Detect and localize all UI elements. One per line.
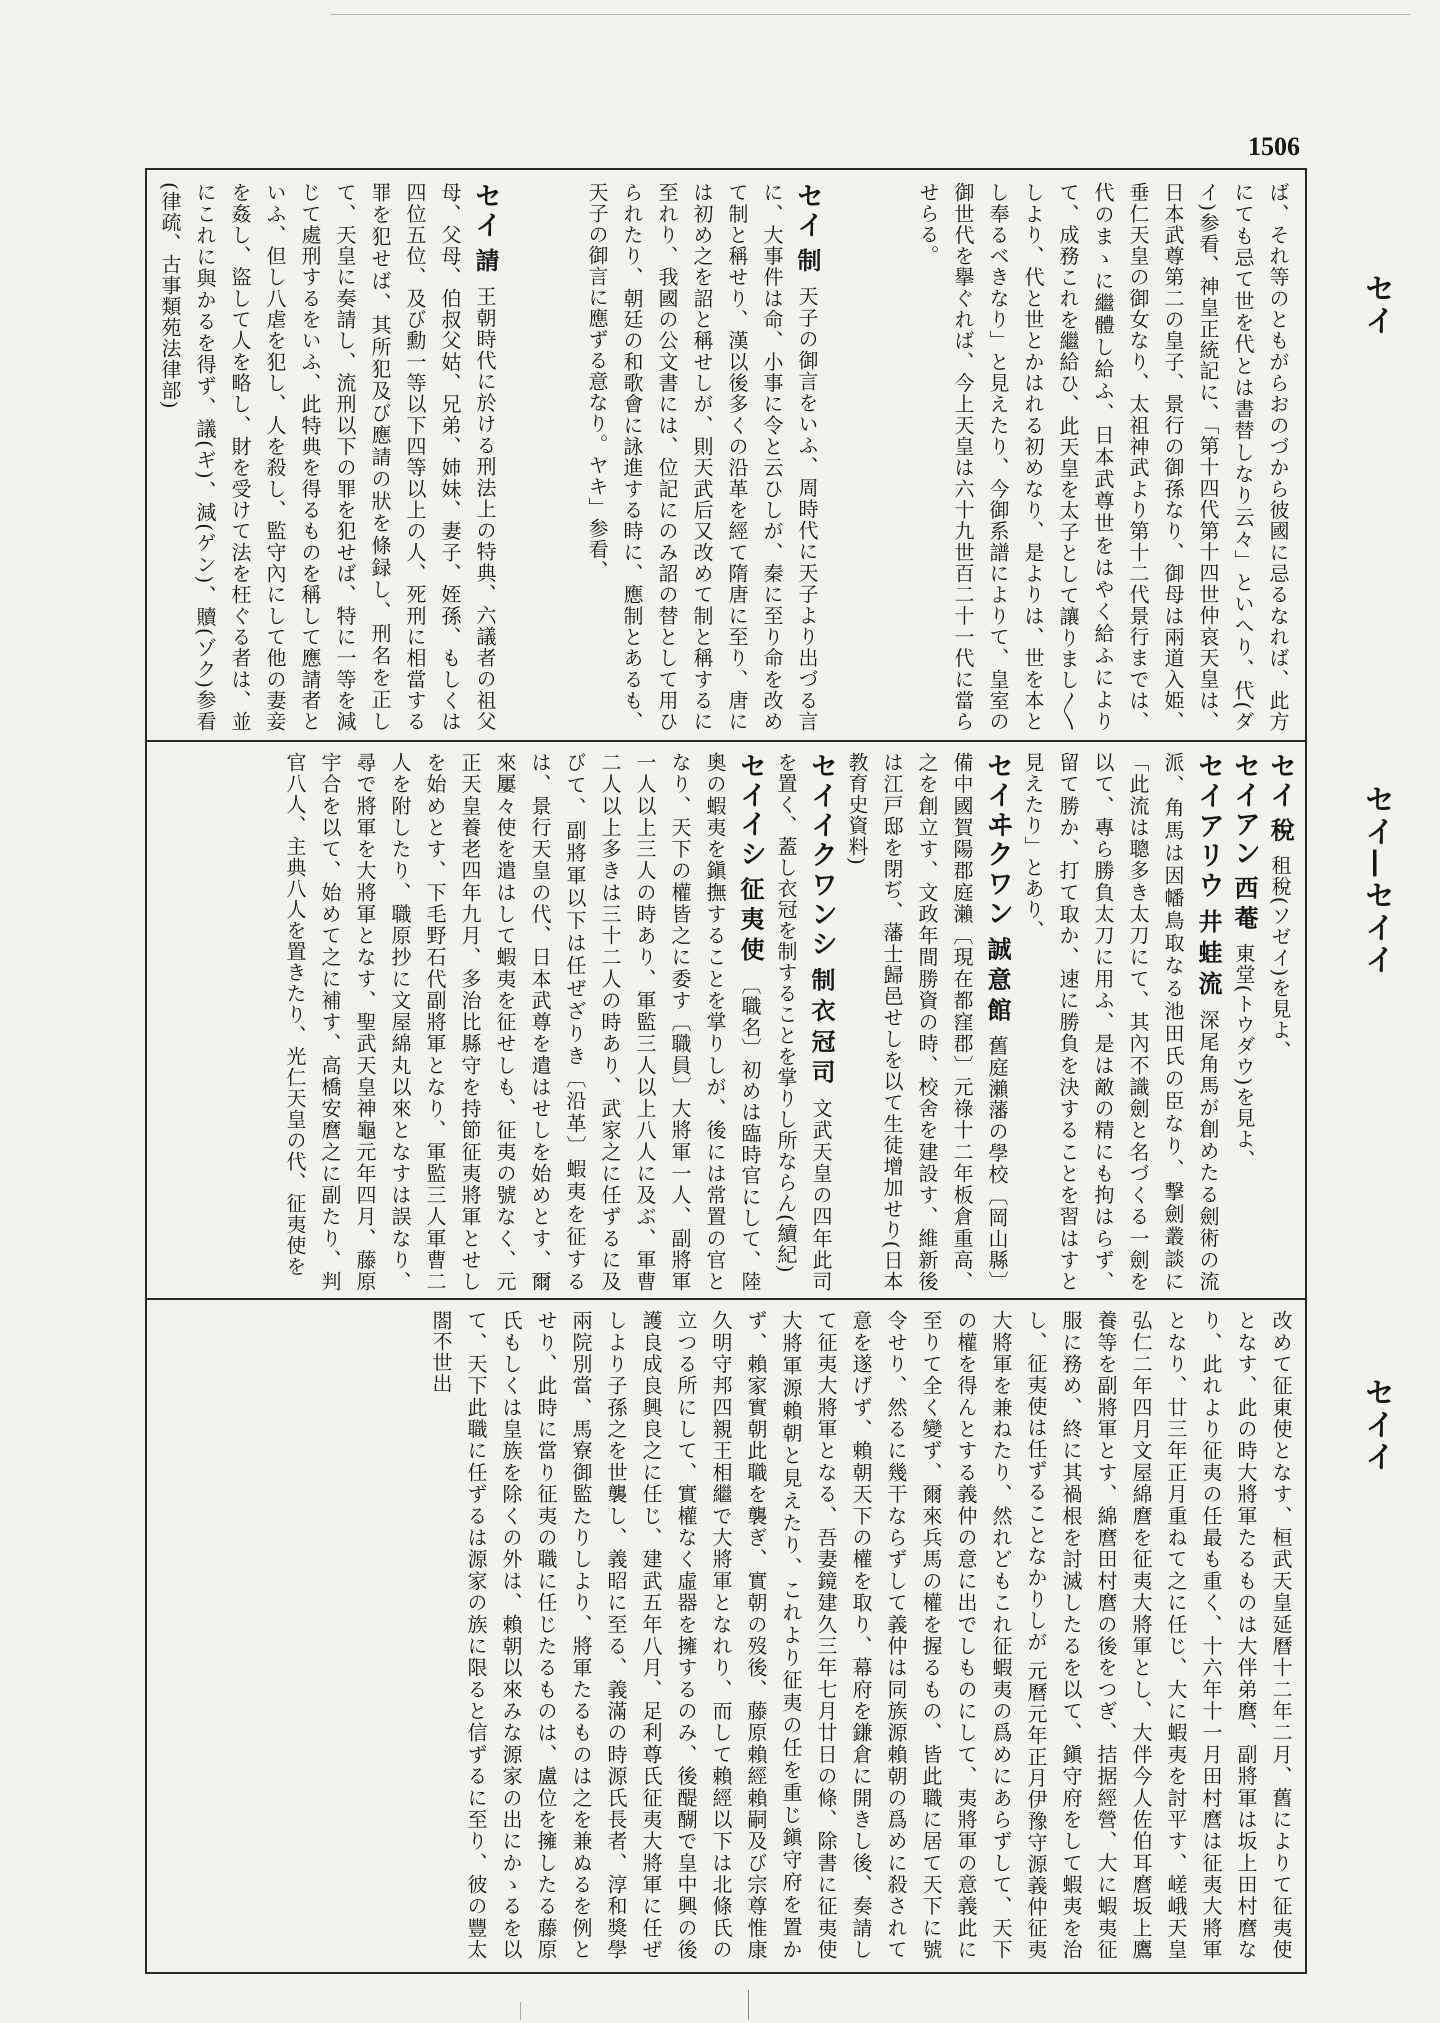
- middle-section-entries: [158, 752, 1298, 1292]
- footer-mark-center: [748, 1990, 749, 2020]
- entry-body: 王朝時代に於ける刑法上の特典、六議者の祖父母、父母、伯叔父姑、兄弟、姉妹、妻子、姪孫、もしくは四位五位、及び勳一等以下四等以上の人、死刑に相當する罪を犯せば、其所犯及び應請の狀を條録し、刑名を正して、天皇に奏請し、流刑以下の罪を犯せば、特に一等を減じて處刑するをいふ、此特典を得るものを稱して應請者といふ、但し八虐を犯し、人を殺し、監守內にして他の妻妾を姦し、盜して人を略し、財を受けて法を枉ぐる者は、並にこれに與かるを得ず、議(ギ)、減(ゲン)、贖(ゾク)参看(律疏、古事類苑法律部): [158, 182, 497, 732]
- entry-headword-kanji: 請: [471, 248, 500, 279]
- entry-headword-kana: セイ: [792, 182, 823, 241]
- entry-body: 天子の御言をいふ、周時代に天子より出づる言に、大事件は命、小事に令と云ひしが、秦に至り命を改めて制と稱せり、漢以後多くの沿革を經て隋唐に至り、唐には初め之を詔と稱せしが、則天武后又改めて制と稱するに至れり、我國の公文書には、位記にのみ詔の替として用ひられたり、朝廷の和歌會に詠進する時に、應制とあるも、天子の御言に應ずる意なり。ヤキ」参看、: [585, 182, 819, 732]
- entry-body: 東堂(トウダウ)を見よ、: [1232, 942, 1256, 1171]
- entry-seiishi-continuation: 改めて征東使となす、桓武天皇延曆十二年二月、舊によりて征夷使となす、此の時大將軍たるものは大伴弟麿、副將軍は坂上田村麿なり、此れより征夷の任最も重く、十六年十一月田村麿は征夷大將軍となり、廿三年正月重ねて之に任じ、大に蝦夷を討平す、嵯峨天皇弘仁二年四月文屋綿麿を征夷大將軍とし、大伴今人佐伯耳麿坂上鷹養等を副將軍とす、綿麿田村麿の後をつぎ、拮据經營、大に蝦夷征服に務め、終に其禍根を討滅したるを以て、鎭守府をして蝦夷を治し、征夷使は任ずることなかりしが 元曆元年正月伊豫守源義仲征夷大將軍を兼ねたり、然れどもこれ征蝦夷の爲めにあらずして、天下の權を得んとする義仲の意に出でしものにして、夷將軍の意義此に至りて全く變ず、爾來兵馬の權を握るもの、皆此職に居て天下に號令せり、然るに幾干ならずして義仲は同族源賴朝の爲めに殺されて意を遂げず、賴朝天下の權を取り、幕府を鎌倉に開きし後、奏請して征夷大將軍となる、吾妻鏡建久三年七月廿日の條、除書に征夷使大將軍源賴朝と見えたり、これより征夷の任を重じ鎭守府を置かず、賴家實朝此職を襲ぎ、實朝の歿後、藤原賴經賴嗣及び宗尊惟康久明守邦四親王相繼で大將軍となれり、而して賴經以下は北條氏の立つる所にして、實權なく虛器を擁するのみ、後醍醐で皇中興の後護良成良興良之に任じ、建武五年八月、足利尊氏征夷大將軍に任ぜしより子孫之を世襲し、義昭に至る、義滿の時源氏長者、淳和獎學兩院別當、馬寮御監たりしより、將軍たるものは之を兼ぬるを例とせり、此時に當り征夷の職に任じたるものは、盧位を擁したる藤原氏もしくは皇族を除くの外は、賴朝以來みな源家の出にかゝるを以て、天下此職に任ずるは源家の族に限ると信ずるに至り、彼の豐太閤不世出: [429, 1310, 1293, 1960]
- running-head-bottom: セイイ: [1359, 1377, 1394, 1473]
- entry-headword-kanji: 制衣冠司: [807, 967, 836, 1090]
- entry-seiikwanshi: [768, 752, 839, 1292]
- entry-headword-kanji: 誠意館: [983, 936, 1012, 1028]
- entry-body: 文武天皇の四年此司を置く、蓋し衣冠を制することを掌りし所ならん(續紀): [774, 752, 833, 1292]
- section-divider-lower: [145, 1298, 1307, 1300]
- entry-seian: [1226, 752, 1262, 1292]
- entry-seiariu: [1015, 752, 1226, 1292]
- entry-body: 〔職名〕初めは臨時官にして、陸奧の蝦夷を鎭撫することを掌りしが、後には常置の官となり、天下の權皆之に委す〔職員〕大將軍一人、副將軍一人以上三人の時あり、軍監三人以上八人に及ぶ、軍曹二人以上多きは三十二人の時あり、武家之に任ずるに及びて、副將軍以下は任ぜざりき〔沿革〕蝦夷を征するは、景行天皇の代、日本武尊を遣はせしを始めとす、爾來屢々使を遣はして蝦夷を征せしも、征夷の號なく、元正天皇養老四年九月、多治比縣守を持節征夷將軍とせしを始めとす、下毛野石代副將軍となり、軍監三人軍曹二人を附したり、職原抄に文屋綿丸以來となすは誤なり、尋で將軍を大將軍となす、聖武天皇神龜元年四月、藤原宇合を以て、始めて之に補す、高橋安麿之に副たり、判官八人、主典八人を置きたり、光仁天皇の代、征夷使を: [283, 752, 762, 1292]
- entry-headword-kana: セイアン: [1229, 752, 1260, 868]
- entry-headword-kana: セイ: [1265, 752, 1296, 810]
- running-head-top: セイ: [1359, 273, 1394, 337]
- entry-headword-kana: セイアリウ: [1193, 752, 1224, 901]
- entry-seiishi: [277, 752, 768, 1292]
- entry-headword-kana: セイイクワンシ: [806, 752, 837, 960]
- lower-section-text: [158, 1310, 1298, 1960]
- entry-body: 深尾角馬が創めたる劍術の流派、角馬は因幡鳥取なる池田氏の臣なり、撃劍叢談に「此流は聰多き太刀にて、其內不識劍と名づくる一劍を以て、專ら勝負太刀に用ふ、是は敵の精にも拘はらず、留て勝か、打て取か、速に勝負を決することを習はすと見えたり」とあり、: [1021, 752, 1220, 1292]
- entry-continuation-text: [830, 182, 1295, 732]
- entry-headword-kanji: 井蛙流: [1194, 909, 1223, 1002]
- entry-sei-shin: [158, 182, 503, 732]
- entry-headword-kana: セイヰクワン: [982, 752, 1013, 929]
- entry-headword-kana: セイイシ: [735, 752, 766, 869]
- entry-continuation-body: ば、それ等のともがらおのづから彼國に忌るなれば、此方にても忌て世を代とは書替しなり云々」といへり、代(ダイ)参看、神皇正統記に、「第十四代第十四世仲哀天皇は、日本武尊第二の皇子、景行の御孫なり、御母は兩道入姫、垂仁天皇の御女なり、太祖神武より第十二代景行までは、代のまゝに繼體し給ふ、日本武尊世をはやく給ふによりて、成務これを繼給ひ、此天皇を太子として讓りまし〳〵しより、代と世とかはれる初めなり、是よりは、世を本とし奉るべきなり」と見えたり、今御系譜によりて、皇室の御世代を擧ぐれば、今上天皇は六十九世百二十一代に當らせらる。: [916, 182, 1290, 732]
- section-divider-upper: [145, 740, 1307, 742]
- entry-headword-kana: セイ: [470, 182, 501, 241]
- top-edge-rule: [330, 14, 1410, 15]
- entry-body: 租稅(ソゼイ)を見よ、: [1268, 854, 1292, 1062]
- page-number: 1506: [1248, 132, 1300, 161]
- entry-sei-zei: [1262, 752, 1298, 1292]
- running-head-middle: セイ—セイイ: [1359, 784, 1394, 976]
- entry-headword-kanji: 征夷使: [736, 876, 765, 967]
- entry-headword-kanji: 西菴: [1230, 875, 1259, 936]
- entry-sei-sei: [505, 182, 825, 732]
- entry-body: 舊庭瀨藩の學校〔岡山縣〕備中國賀陽郡庭瀨〔現在都窪郡〕元祿十二年板倉重高、之を創立す、文政年間勝資の時、校舍を建設す、維新後は江戸邸を閉ぢ、藩士歸邑せしを以て生徒增加せり(日本教育史資料): [845, 752, 1009, 1292]
- footer-mark-left: [520, 2002, 521, 2020]
- entry-seiikwan: [839, 752, 1015, 1292]
- entry-headword-kanji: 稅: [1266, 817, 1295, 848]
- entry-headword-kanji: 制: [793, 248, 822, 279]
